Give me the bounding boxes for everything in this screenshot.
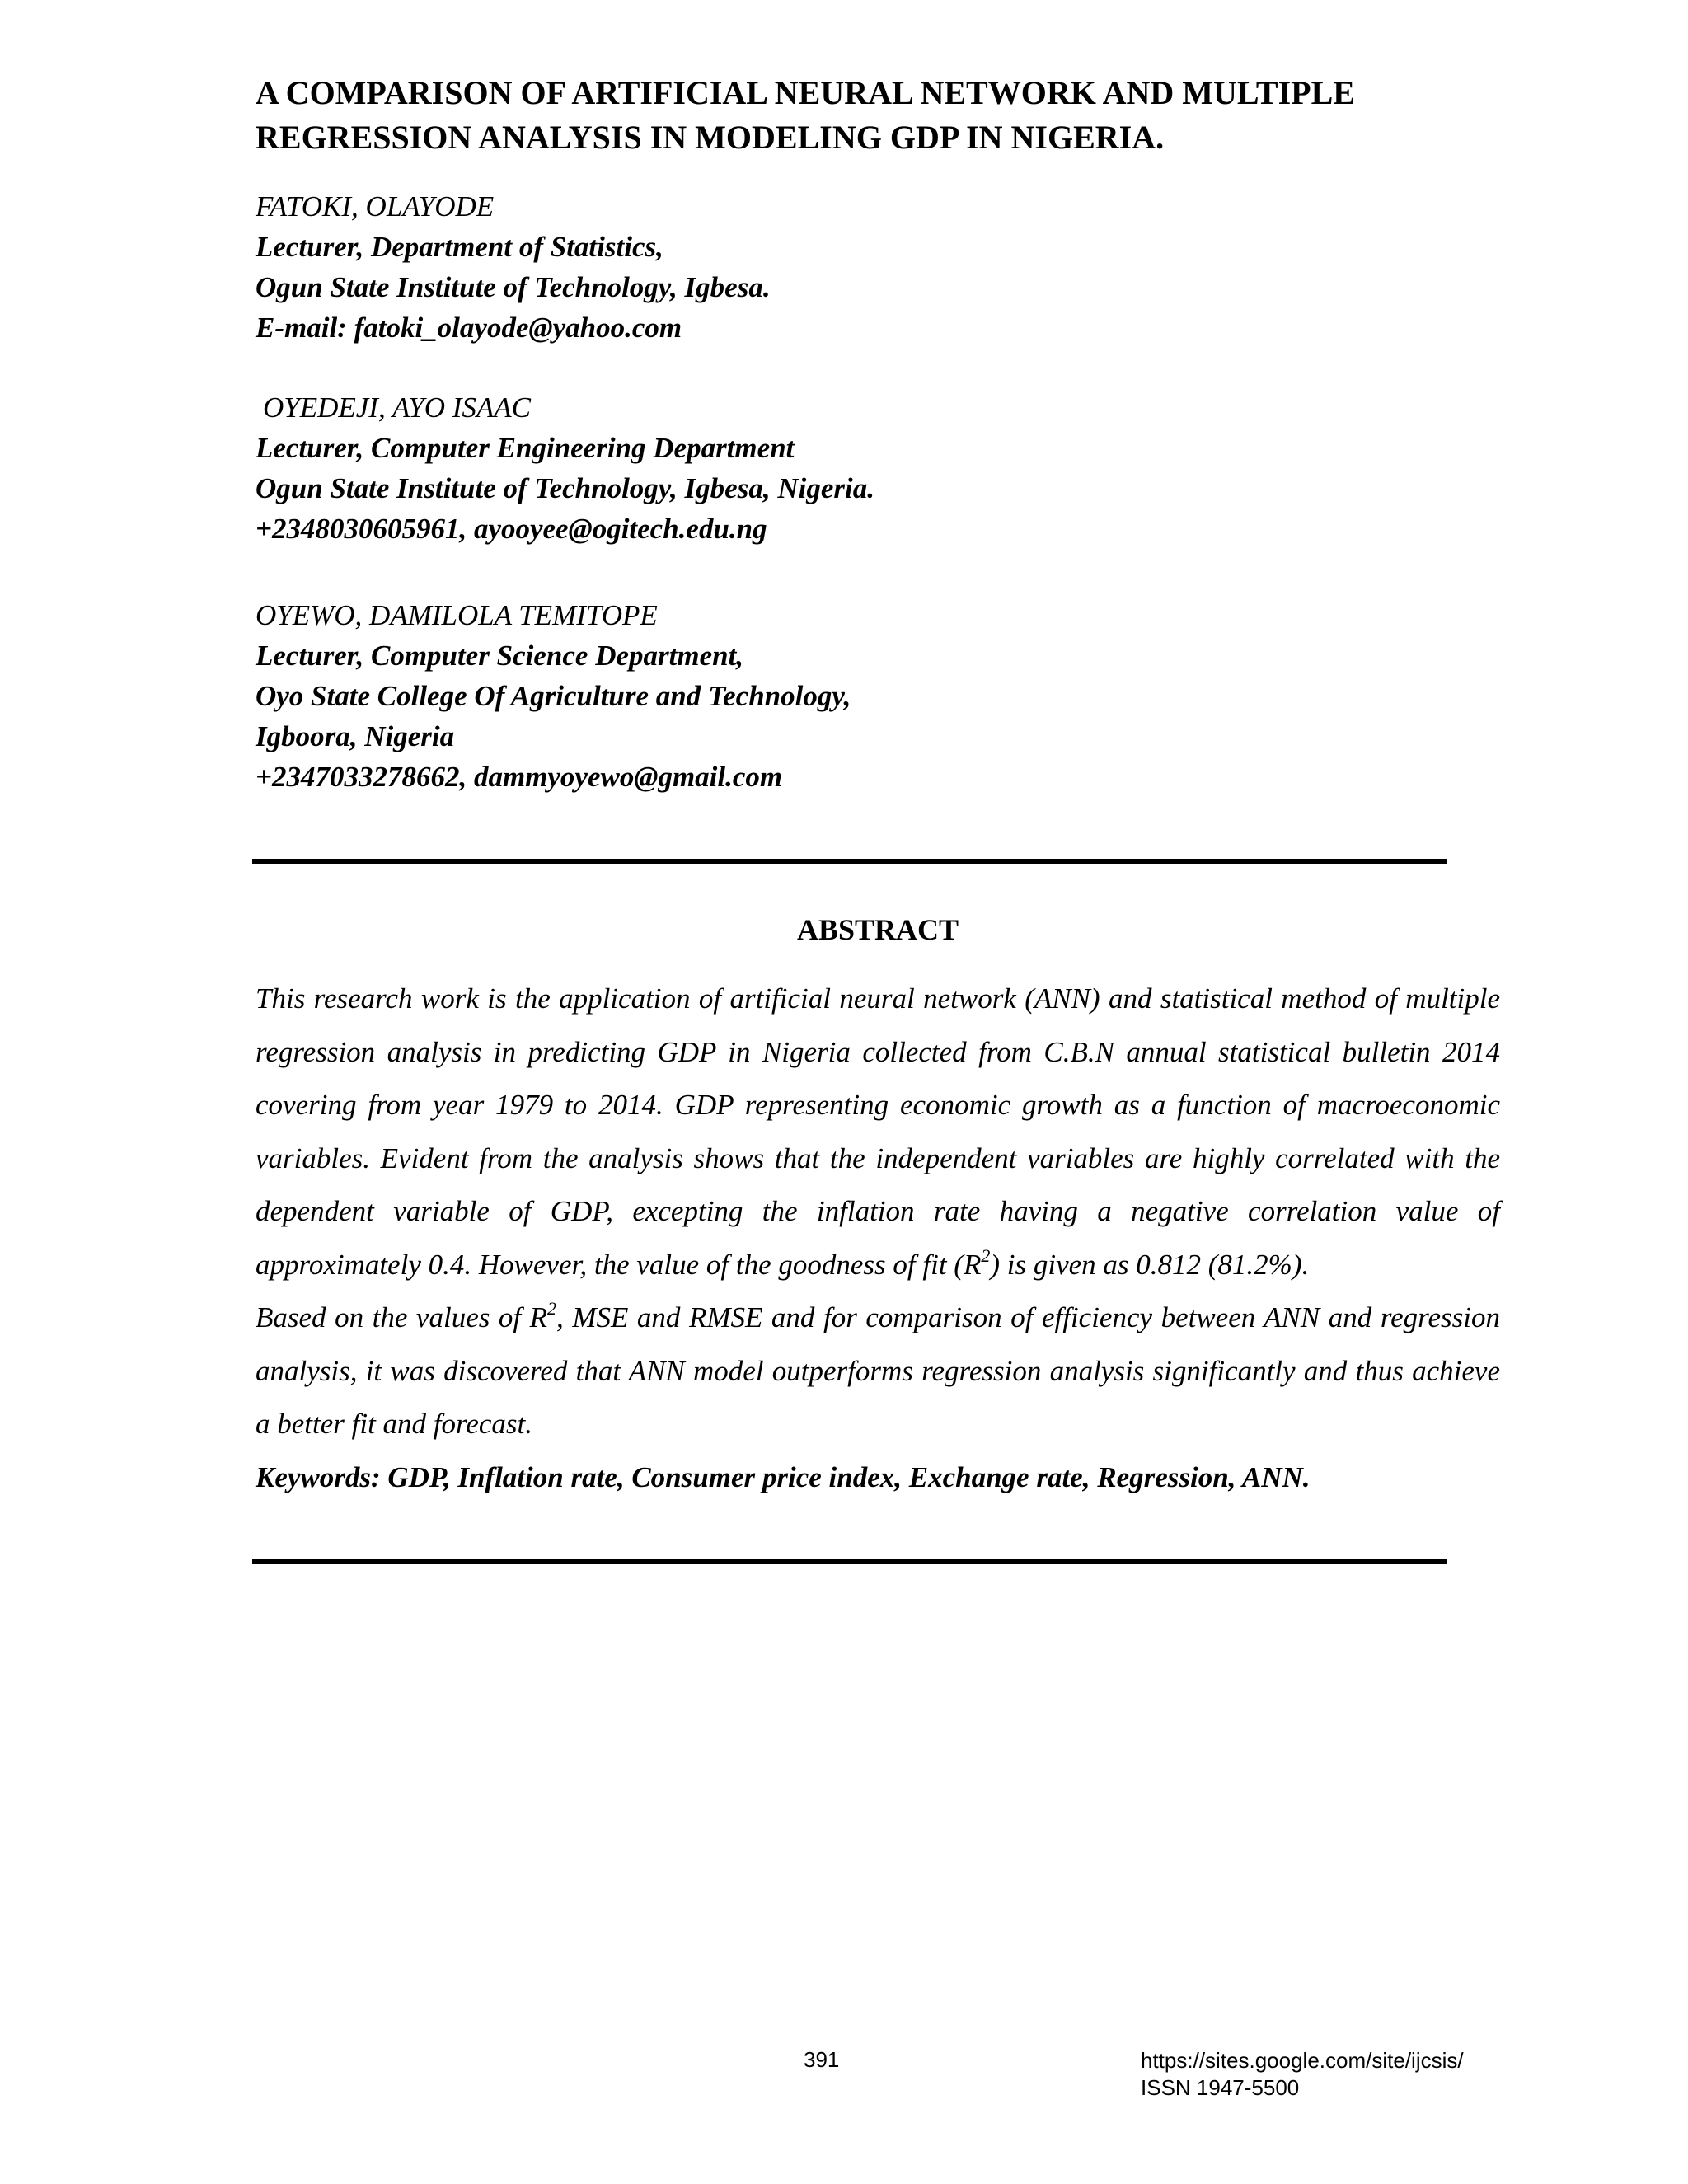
top-divider-rule: [252, 859, 1447, 864]
abstract-body: [256, 972, 1500, 1504]
bottom-divider-rule: [252, 1559, 1447, 1564]
author-affiliation-line: Lecturer, Computer Science Department,: [256, 640, 744, 672]
author-affiliation-line: Lecturer, Department of Statistics,: [256, 231, 663, 263]
author-affiliation-line: Ogun State Institute of Technology, Igbesa.: [256, 271, 771, 303]
author-email: E-mail: fatoki_olayode@yahoo.com: [256, 312, 682, 344]
superscript: 2: [547, 1298, 557, 1319]
abstract-paragraph-1: [256, 972, 1500, 1291]
paper-title-line-2: REGRESSION ANALYSIS IN MODELING GDP IN NIGERIA.: [256, 119, 1165, 156]
journal-url: https://sites.google.com/site/ijcsis/: [1141, 2048, 1464, 2073]
author-affiliation-line: Oyo State College Of Agriculture and Technology,: [256, 680, 851, 712]
author-block-3: [256, 595, 1409, 797]
journal-issn: ISSN 1947-5500: [1141, 2075, 1300, 2100]
author-block-1: [256, 186, 1409, 348]
author-name: OYEWO, DAMILOLA TEMITOPE: [256, 599, 658, 631]
author-name: OYEDEJI, AYO ISAAC: [263, 391, 532, 424]
keywords: Keywords: GDP, Inflation rate, Consumer price index, Exchange rate, Regression, ANN.: [256, 1460, 1311, 1493]
author-contact: +2347033278662, dammyoyewo@gmail.com: [256, 761, 783, 793]
abstract-heading: ABSTRACT: [796, 913, 959, 946]
abstract-text: This research work is the application of artificial neural network (ANN) and statistical method of multiple regression analysis in predicting GDP in Nigeria collected from C.B.N annual statistical bulletin 2014 covering from year 1979 to 2014. GDP representing economic growth as a function of macroeconomic variables. Evident from the analysis shows that the independent variables are highly correlated with the dependent variable of GDP, excepting the inflation rate having a negative correlation value of approximately 0.4. However, the value of the goodness of fit (R: [256, 982, 1500, 1281]
author-contact: +2348030605961, ayooyee@ogitech.edu.ng: [256, 513, 767, 545]
abstract-text: ) is given as 0.812 (81.2%).: [990, 1248, 1310, 1281]
author-block-2: [256, 387, 1409, 549]
author-affiliation-line: Ogun State Institute of Technology, Igbesa, Nigeria.: [256, 472, 874, 504]
author-affiliation-line: Lecturer, Computer Engineering Department: [256, 432, 795, 464]
footer-journal-info: [1141, 2047, 1464, 2102]
author-affiliation-line: Igboora, Nigeria: [256, 720, 455, 752]
page-number: 391: [804, 2047, 840, 2072]
abstract-text: , MSE and RMSE and for comparison of efficiency between ANN and regression analysis, it was discovered that ANN model outperforms regression analysis significantly and thus achieve a better fit and forecast.: [256, 1301, 1500, 1440]
superscript: 2: [981, 1244, 991, 1266]
abstract-text: Based on the values of R: [256, 1301, 548, 1333]
abstract-paragraph-2: [256, 1291, 1500, 1451]
paper-title-line-1: A COMPARISON OF ARTIFICIAL NEURAL NETWORK AND MULTIPLE: [256, 74, 1355, 111]
author-name: FATOKI, OLAYODE: [256, 190, 495, 223]
paper-title: [256, 71, 1492, 160]
